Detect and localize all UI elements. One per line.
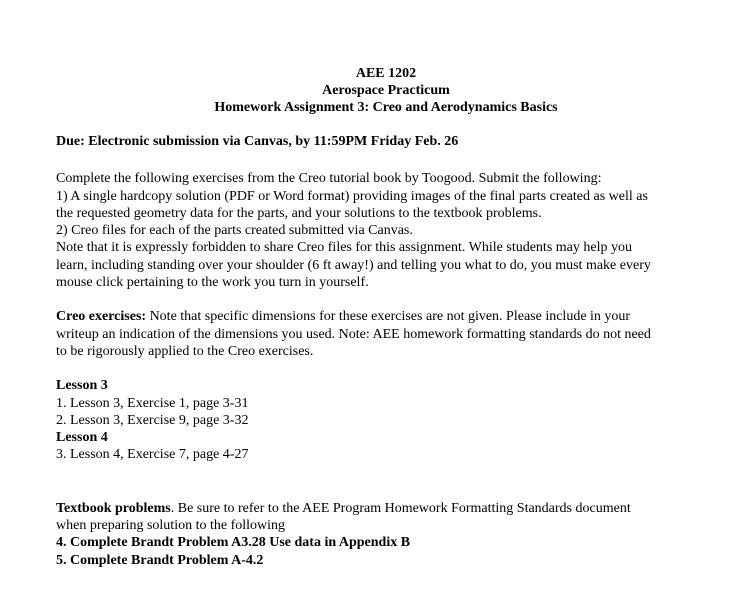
- textbook-problems-paragraph: [56, 500, 716, 569]
- lesson-item: 3. Lesson 4, Exercise 7, page 4-27: [56, 447, 249, 463]
- intro-line: mouse click pertaining to the work you turn in yourself.: [56, 275, 369, 291]
- creo-line: to be rigorously applied to the Creo exercises.: [56, 343, 314, 359]
- document-header: [56, 65, 716, 116]
- creo-exercises-paragraph: [56, 308, 716, 360]
- intro-line: Note that it is expressly forbidden to share Creo files for this assignment. While students may help you: [56, 240, 632, 256]
- textbook-line: [56, 500, 716, 517]
- due-line: Due: Electronic submission via Canvas, by 11:59PM Friday Feb. 26: [56, 134, 459, 149]
- course-name: Aerospace Practicum: [322, 83, 450, 98]
- lesson-3-heading: Lesson 3: [56, 378, 108, 394]
- textbook-line-text: . Be sure to refer to the AEE Program Homework Formatting Standards document: [170, 500, 631, 516]
- creo-line-text: Note that specific dimensions for these exercises are not given. Please include in your: [146, 309, 631, 325]
- lesson-4-heading: Lesson 4: [56, 430, 108, 446]
- textbook-problems-label: Textbook problems: [56, 500, 171, 516]
- intro-line: learn, including standing over your shoulder (6 ft away!) and telling you what to do, you must make every: [56, 257, 651, 273]
- intro-line: 1) A single hardcopy solution (PDF or Word format) providing images of the final parts created as well as: [56, 188, 648, 204]
- intro-line: 2) Creo files for each of the parts created submitted via Canvas.: [56, 223, 413, 239]
- document-page: [56, 65, 716, 569]
- intro-line: Complete the following exercises from the Creo tutorial book by Toogood. Submit the following:: [56, 171, 602, 187]
- creo-line: writeup an indication of the dimensions you used. Note: AEE homework formatting standards do not need: [56, 326, 651, 342]
- intro-paragraph: [56, 170, 716, 291]
- lessons-list: [56, 377, 716, 463]
- creo-line: [56, 308, 716, 325]
- course-number: AEE 1202: [355, 66, 417, 81]
- problem-item: 5. Complete Brandt Problem A-4.2: [56, 552, 264, 568]
- intro-line: the requested geometry data for the parts, and your solutions to the textbook problems.: [56, 205, 542, 221]
- lesson-item: 2. Lesson 3, Exercise 9, page 3-32: [56, 412, 249, 428]
- creo-exercises-label: Creo exercises:: [56, 309, 147, 325]
- assignment-title: Homework Assignment 3: Creo and Aerodynamics Basics: [214, 100, 558, 115]
- textbook-line: when preparing solution to the following: [56, 518, 286, 534]
- problem-item: 4. Complete Brandt Problem A3.28 Use data in Appendix B: [56, 535, 411, 551]
- lesson-item: 1. Lesson 3, Exercise 1, page 3-31: [56, 395, 249, 411]
